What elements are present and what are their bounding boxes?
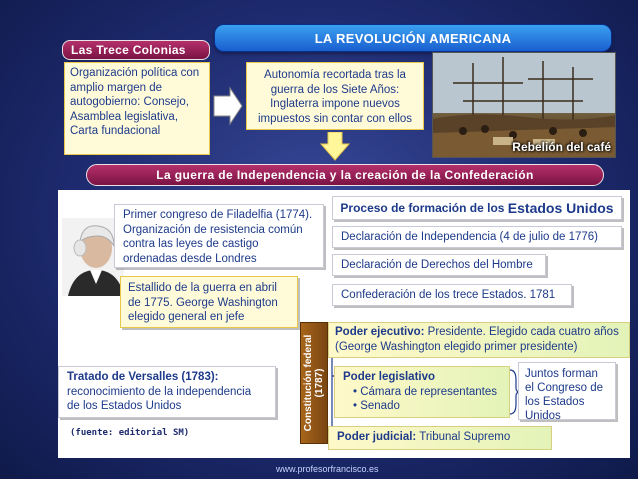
proceso-header (332, 196, 622, 220)
colonias-tag-label: Las Trece Colonias (71, 43, 186, 57)
legislativo-label: Poder legislativo (343, 371, 436, 383)
rebellion-painting (432, 52, 616, 158)
congreso-text: Juntos forman el Congreso de los Estados Unidos (525, 368, 603, 422)
congreso-note (518, 362, 616, 420)
versalles-text: reconocimiento de la independencia de los Estados Unidos (67, 385, 252, 412)
ejecutivo-text: Presidente. Elegido cada cuatro años (George Washington elegido primer presidente) (335, 326, 619, 353)
declaracion-independencia-box (332, 226, 622, 248)
judicial-label: Poder judicial: (337, 431, 417, 443)
filadelfia-box (114, 204, 324, 268)
colonias-text: Organización política con amplio margen de autogobierno: Consejo, Asamblea legislativa, Carta fundacional (70, 67, 200, 137)
versalles-label: Tratado de Versalles (1783): (67, 371, 219, 383)
legislativo-item-camara: • Cámara de representantes (353, 385, 498, 398)
declaracion-derechos-box (332, 254, 546, 276)
confederacion-text: Confederación de los trece Estados. 1781 (341, 289, 556, 301)
guerra-banner (86, 164, 604, 186)
ejecutivo-box (328, 322, 630, 358)
versalles-box (58, 366, 276, 418)
arrow-down-icon (320, 132, 350, 162)
estallido-box (120, 276, 298, 328)
guerra-banner-label: La guerra de Independencia y la creación de la Confederación (156, 168, 534, 182)
footer-url[interactable]: www.profesorfrancisco.es (276, 464, 379, 474)
constitucion-label-box (300, 322, 328, 444)
ejecutivo-label: Poder ejecutivo: (335, 326, 425, 338)
constitucion-year: (1787) (314, 368, 325, 398)
judicial-text: Tribunal Supremo (416, 431, 511, 443)
colonias-box (64, 62, 210, 155)
title-banner (214, 24, 612, 52)
legislativo-box (334, 366, 510, 418)
source-note: (fuente: editorial SM) (70, 428, 190, 438)
judicial-box (328, 426, 552, 450)
legislativo-item-senado: • Senado (353, 400, 400, 412)
declaracion-independencia-text: Declaración de Independencia (4 de julio de 1776) (341, 231, 599, 243)
page-title: LA REVOLUCIÓN AMERICANA (314, 30, 512, 46)
confederacion-box (332, 284, 572, 306)
painting-caption: Rebelión del café (512, 140, 611, 154)
proceso-prefix: Proceso de formación de los (340, 200, 508, 215)
proceso-emphasis: Estados Unidos (507, 199, 614, 216)
autonomia-text: Autonomía recortada tras la guerra de los Siete Años: Inglaterra impone nuevos impuestos sin contar con ellos (257, 69, 413, 125)
autonomia-box (246, 62, 424, 130)
constitucion-label: Constitución federal (303, 334, 314, 432)
estallido-text: Estallido de la guerra en abril de 1775. George Washington elegido general en jefe (128, 282, 278, 323)
arrow-right-icon (212, 86, 244, 126)
filadelfia-text: Primer congreso de Filadelfia (1774). Organización de resistencia común contra las leyes de castigo ordenadas desde Londres (123, 209, 313, 265)
declaracion-derechos-text: Declaración de Derechos del Hombre (341, 259, 533, 271)
colonias-tag (62, 40, 210, 60)
